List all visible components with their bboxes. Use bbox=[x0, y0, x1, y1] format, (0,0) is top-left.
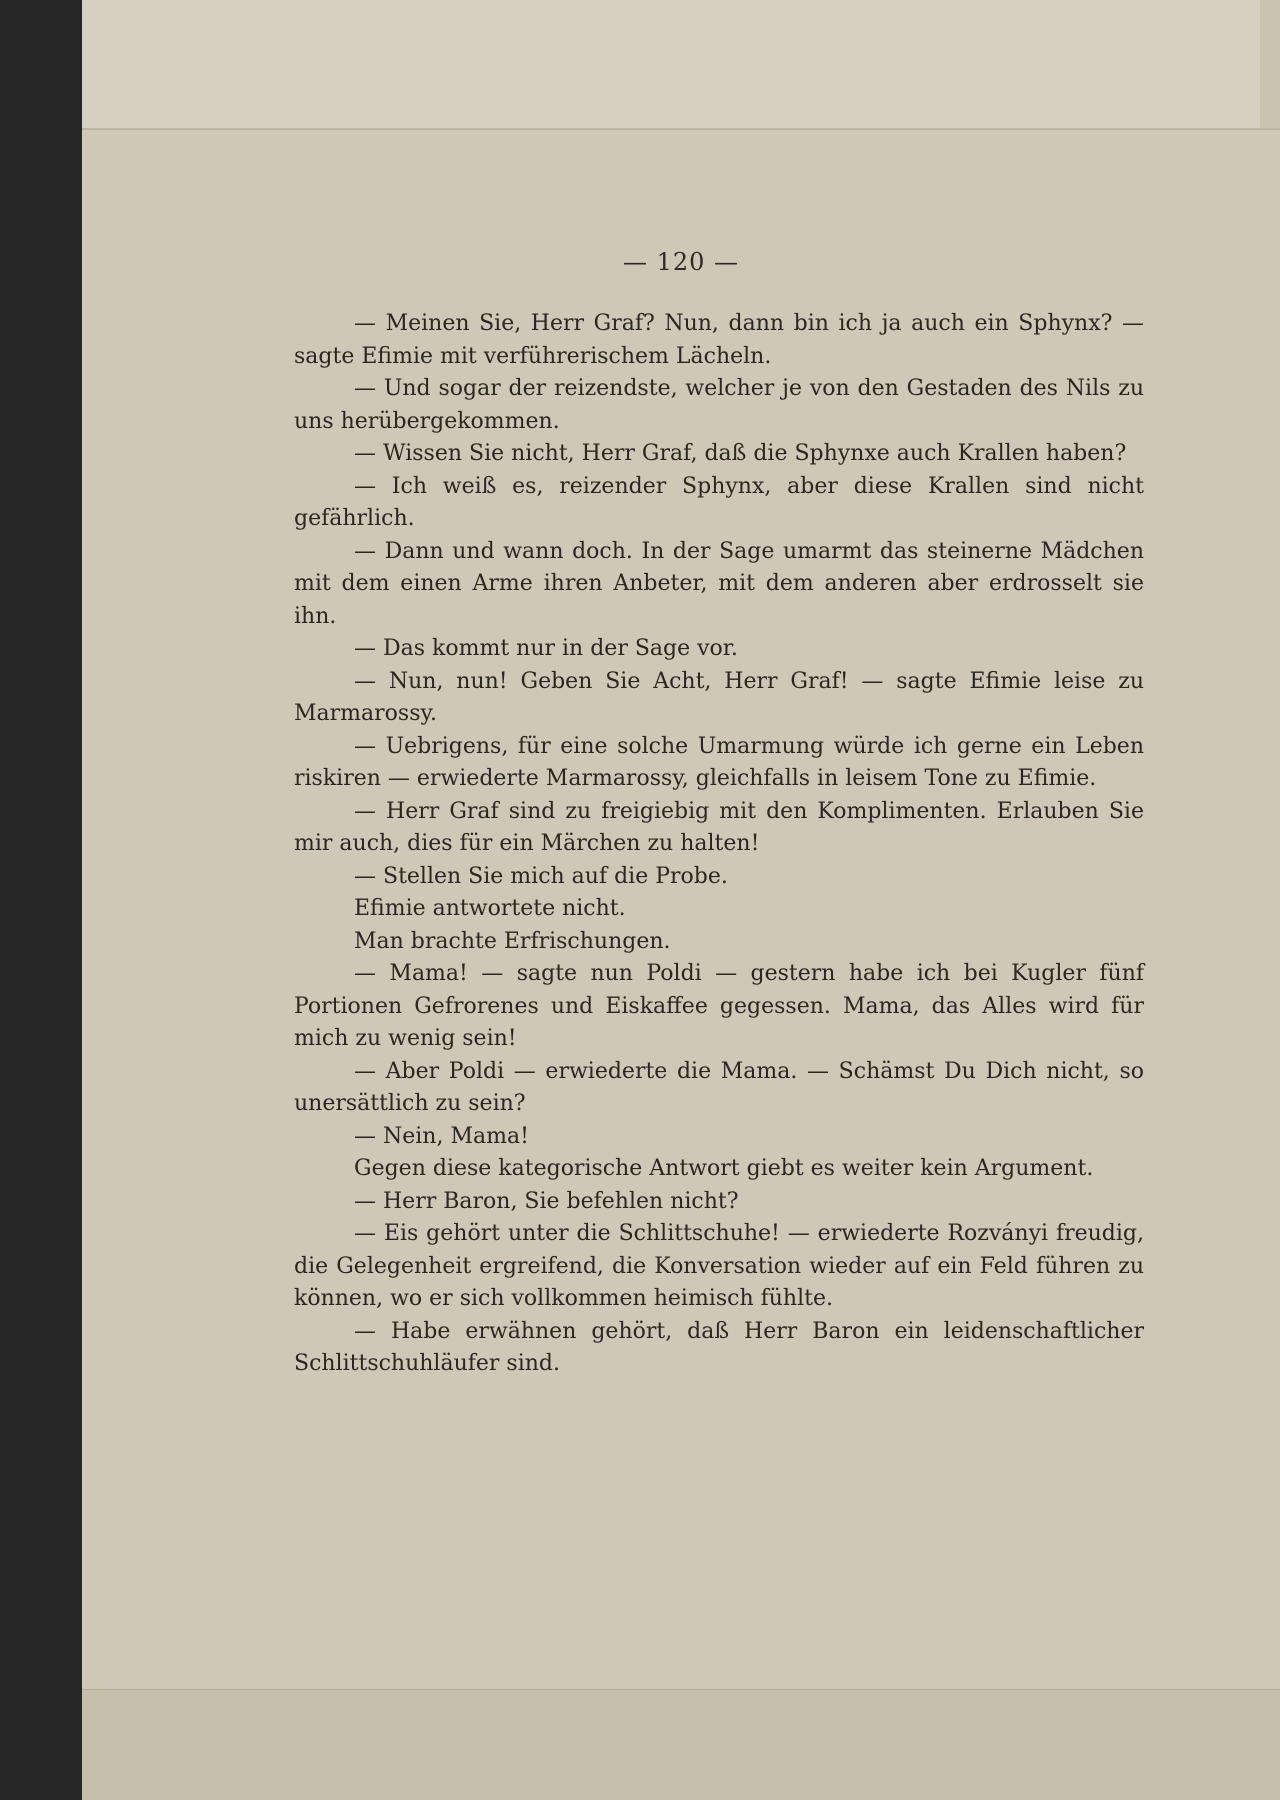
paragraph: — Uebrigens, für eine solche Umarmung würde ich gerne ein Leben riskiren — erwiederte Marmarossy, gleichfalls in leisem Tone zu Efimie. bbox=[294, 733, 1144, 791]
facing-page-strip bbox=[82, 0, 1280, 130]
book-page bbox=[82, 0, 1280, 1800]
book-edge bbox=[0, 0, 82, 1800]
paragraph: — Nun, nun! Geben Sie Acht, Herr Graf! — sagte Efimie leise zu Marmarossy. bbox=[294, 668, 1144, 726]
paragraph: Man brachte Erfrischungen. bbox=[354, 928, 671, 954]
paragraph: — Herr Graf sind zu freigiebig mit den Komplimenten. Erlauben Sie mir auch, dies für ein Märchen zu halten! bbox=[294, 798, 1144, 856]
paragraph: Gegen diese kategorische Antwort giebt es weiter kein Argument. bbox=[354, 1156, 1094, 1181]
paragraph: — Stellen Sie mich auf die Probe. bbox=[354, 863, 728, 889]
paragraph: — Eis gehört unter die Schlittschuhe! — erwiederte Rozványi freudig, die Gelegenheit ergreifend, die Konversation wieder auf ein Feld führen zu können, wo er sich vollkommen heimisch fühlte. bbox=[294, 1221, 1144, 1311]
page-number: — 120 — bbox=[622, 248, 740, 276]
paragraph: Efimie antwortete nicht. bbox=[354, 896, 626, 921]
paragraph: — Habe erwähnen gehört, daß Herr Baron ein leidenschaftlicher Schlittschuhläufer sind. bbox=[294, 1318, 1144, 1376]
paragraph: — Nein, Mama! bbox=[354, 1123, 529, 1149]
paragraph: — Aber Poldi — erwiederte die Mama. — Schämst Du Dich nicht, so unersättlich zu sein? bbox=[294, 1058, 1144, 1116]
paragraph: — Wissen Sie nicht, Herr Graf, daß die Sphynxe auch Krallen haben? bbox=[354, 441, 1127, 466]
paragraph: — Und sogar der reizendste, welcher je von den Gestaden des Nils zu uns herübergekommen. bbox=[294, 376, 1144, 434]
paragraph: — Herr Baron, Sie befehlen nicht? bbox=[354, 1188, 739, 1214]
paragraph: — Meinen Sie, Herr Graf? Nun, dann bin ich ja auch ein Sphynx? — sagte Efimie mit verführerischem Lächeln. bbox=[294, 311, 1144, 369]
page-fold bbox=[1260, 0, 1280, 128]
page-body bbox=[294, 308, 1144, 1381]
paragraph: — Mama! — sagte nun Poldi — gestern habe ich bei Kugler fünf Portionen Gefrorenes und Eiskaffee gegessen. Mama, das Alles wird für mich zu wenig sein! bbox=[294, 961, 1144, 1051]
paragraph: — Dann und wann doch. In der Sage umarmt das steinerne Mädchen mit dem einen Arme ihren Anbeter, mit dem anderen aber erdrosselt sie ihn. bbox=[294, 538, 1144, 629]
paragraph: — Ich weiß es, reizender Sphynx, aber diese Krallen sind nicht gefährlich. bbox=[294, 473, 1144, 531]
page-bottom-strip bbox=[82, 1689, 1280, 1800]
paragraph: — Das kommt nur in der Sage vor. bbox=[354, 636, 738, 661]
